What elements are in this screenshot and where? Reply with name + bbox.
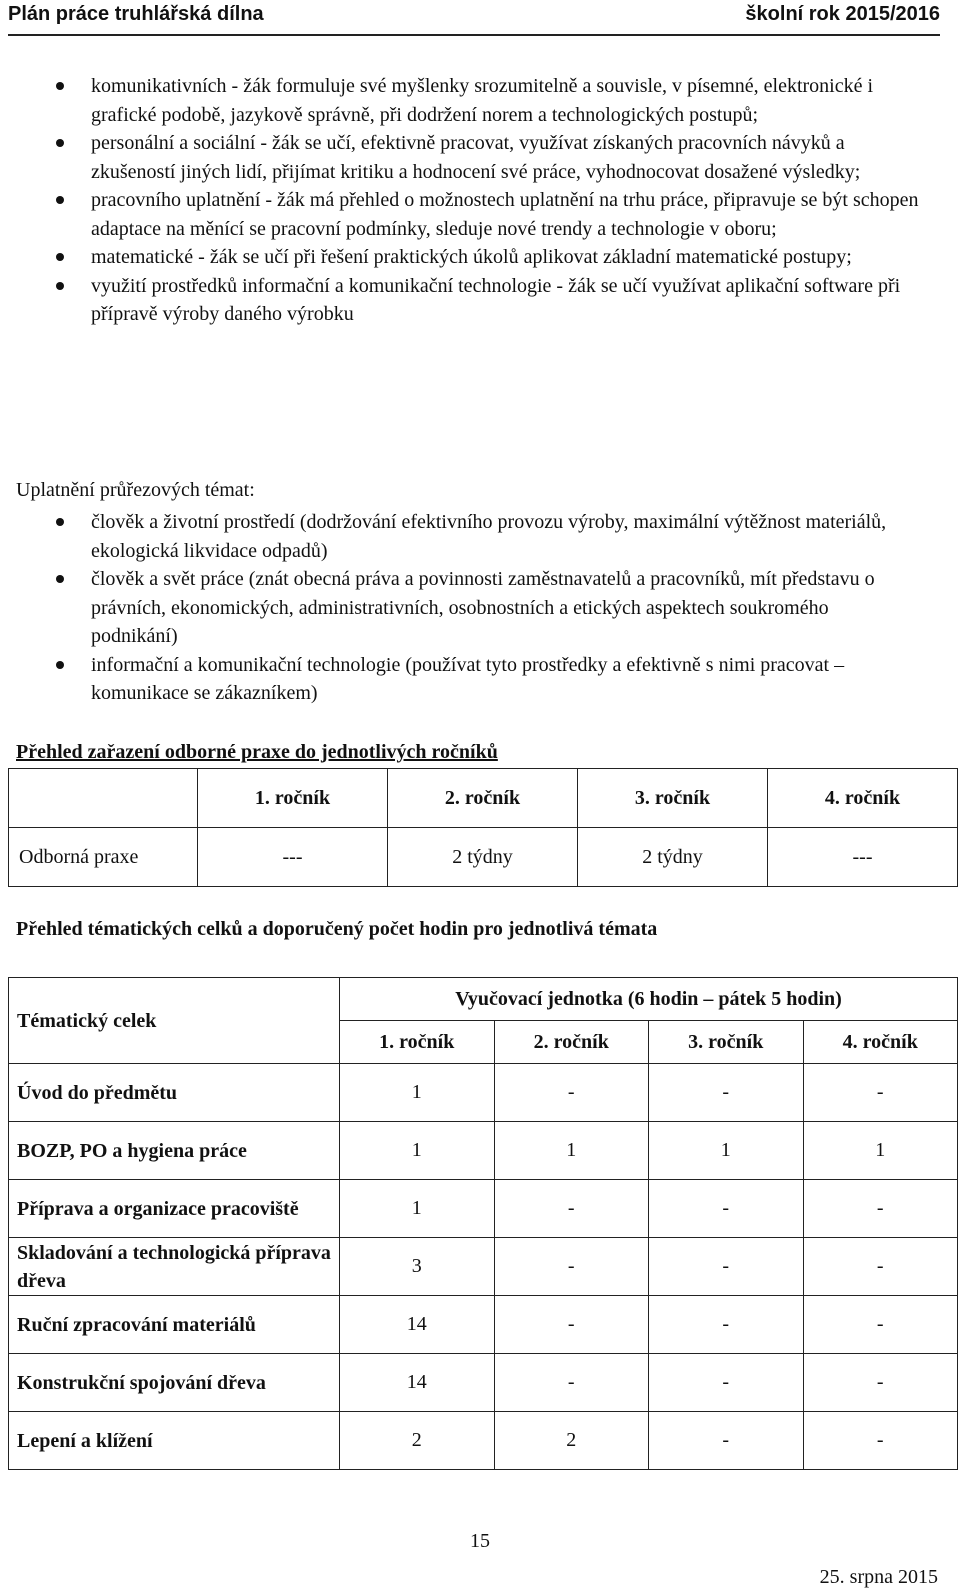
practice-table — [8, 768, 958, 887]
table-cell: - — [803, 1180, 958, 1238]
table-cell: 2 týdny — [578, 828, 768, 887]
footer-date: 25. srpna 2015 — [819, 1566, 938, 1588]
table-header-cell: 2. ročník — [494, 1021, 649, 1064]
table-cell: - — [803, 1064, 958, 1122]
table-cell: 1 — [340, 1122, 495, 1180]
bullet-icon — [56, 575, 64, 583]
cross-topics-title: Uplatnění průřezových témat: — [16, 479, 255, 501]
table-row-label: Úvod do předmětu — [9, 1064, 340, 1122]
header-title: Plán práce truhlářská dílna — [8, 3, 264, 25]
table-cell: - — [494, 1354, 649, 1412]
bullet-icon — [56, 282, 64, 290]
list-item: informační a komunikační technologie (používat tyto prostředky a efektivně s nimi pracovat – komunikace se zákazníkem) — [40, 651, 920, 708]
bullet-icon — [56, 253, 64, 261]
list-item: personální a sociální - žák se učí, efektivně pracovat, využívat získaných pracovních návyků a zkušeností jiných lidí, přijímat kritiku a hodnocení své práce, vyhodnocovat dosažené výsledky; — [40, 129, 920, 186]
table-cell: - — [803, 1296, 958, 1354]
table-cell: 1 — [340, 1064, 495, 1122]
table-cell: - — [803, 1238, 958, 1296]
table-row — [9, 978, 958, 1021]
table-header-cell: 3. ročník — [649, 1021, 804, 1064]
topics-heading: Přehled tématických celků a doporučený počet hodin pro jednotlivá témata — [16, 918, 658, 940]
bullet-icon — [56, 196, 64, 204]
table-cell: - — [649, 1064, 804, 1122]
list-item: člověk a životní prostředí (dodržování efektivního provozu výroby, maximální výtěžnost materiálů, ekologická likvidace odpadů) — [40, 508, 920, 565]
table-cell: --- — [768, 828, 958, 887]
table-row-label: Příprava a organizace pracoviště — [9, 1180, 340, 1238]
list-item: pracovního uplatnění - žák má přehled o možnostech uplatnění na trhu práce, připravuje se být schopen adaptace na měnící se pracovní podmínky, sleduje nové trendy a technologie v oboru; — [40, 186, 920, 243]
table-cell — [9, 769, 198, 828]
table-row — [9, 828, 958, 887]
table-cell: 1 — [649, 1122, 804, 1180]
table-cell: 3 — [340, 1238, 495, 1296]
table-row-label: BOZP, PO a hygiena práce — [9, 1122, 340, 1180]
table-row-label: Skladování a technologická příprava dřeva — [9, 1238, 340, 1296]
table-cell: 1 — [803, 1122, 958, 1180]
table-cell: - — [494, 1180, 649, 1238]
table-cell: 2 — [340, 1412, 495, 1470]
list-item: využití prostředků informační a komunikační technologie - žák se učí využívat aplikační software při přípravě výroby daného výrobku — [40, 272, 920, 329]
table-row — [9, 1180, 958, 1238]
table-header-cell: 3. ročník — [578, 769, 768, 828]
table-cell: - — [649, 1296, 804, 1354]
table-header-cell: Tématický celek — [9, 978, 340, 1064]
table-row — [9, 1354, 958, 1412]
page-header — [8, 0, 940, 36]
table-cell: - — [803, 1412, 958, 1470]
bullet-icon — [56, 518, 64, 526]
table-cell: 2 týdny — [388, 828, 578, 887]
table-row — [9, 769, 958, 828]
table-cell: - — [494, 1296, 649, 1354]
list-item: člověk a svět práce (znát obecná práva a povinnosti zaměstnavatelů a pracovníků, mít představu o právních, ekonomických, administrativních, osobnostních a etických aspektech soukromého podnikání) — [40, 565, 920, 651]
practice-heading: Přehled zařazení odborné praxe do jednotlivých ročníků — [16, 741, 498, 763]
table-header-cell: 2. ročník — [388, 769, 578, 828]
table-cell: - — [494, 1064, 649, 1122]
table-cell: - — [649, 1180, 804, 1238]
table-cell: - — [649, 1354, 804, 1412]
header-school-year: školní rok 2015/2016 — [745, 3, 940, 25]
table-cell: --- — [198, 828, 388, 887]
table-row — [9, 1238, 958, 1296]
table-header-cell: 4. ročník — [803, 1021, 958, 1064]
topics-table — [8, 977, 958, 1470]
table-cell: - — [649, 1238, 804, 1296]
cross-topics-list — [40, 508, 920, 708]
table-row — [9, 1064, 958, 1122]
table-cell: 1 — [494, 1122, 649, 1180]
table-cell: 2 — [494, 1412, 649, 1470]
bullet-icon — [56, 661, 64, 669]
page-number: 15 — [470, 1530, 490, 1552]
table-header-cell: 1. ročník — [340, 1021, 495, 1064]
table-cell: 14 — [340, 1354, 495, 1412]
table-row-label: Odborná praxe — [9, 828, 198, 887]
table-row-label: Lepení a klížení — [9, 1412, 340, 1470]
table-cell: 1 — [340, 1180, 495, 1238]
table-cell: - — [803, 1354, 958, 1412]
list-item: matematické - žák se učí při řešení praktických úkolů aplikovat základní matematické postupy; — [40, 243, 920, 272]
table-cell: 14 — [340, 1296, 495, 1354]
table-cell: - — [494, 1238, 649, 1296]
table-header-cell: 1. ročník — [198, 769, 388, 828]
bullet-icon — [56, 82, 64, 90]
table-row — [9, 1412, 958, 1470]
table-cell: - — [649, 1412, 804, 1470]
table-row-label: Konstrukční spojování dřeva — [9, 1354, 340, 1412]
table-header-cell: Vyučovací jednotka (6 hodin – pátek 5 hodin) — [340, 978, 958, 1021]
competency-list — [40, 72, 920, 329]
table-row — [9, 1296, 958, 1354]
list-item: komunikativních - žák formuluje své myšlenky srozumitelně a souvisle, v písemné, elektronické i grafické podobě, jazykově správně, při dodržení norem a technologických postupů; — [40, 72, 920, 129]
table-row — [9, 1122, 958, 1180]
table-header-cell: 4. ročník — [768, 769, 958, 828]
bullet-icon — [56, 139, 64, 147]
table-row-label: Ruční zpracování materiálů — [9, 1296, 340, 1354]
